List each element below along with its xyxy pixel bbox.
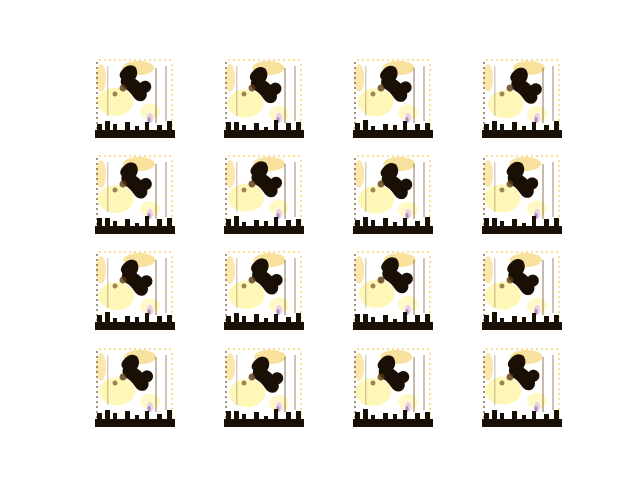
sample-image-svg (353, 347, 433, 427)
sample-image-svg (95, 58, 175, 138)
generated-sample-image (224, 154, 304, 234)
sample-image-svg (95, 250, 175, 330)
sample-image-svg (95, 347, 175, 427)
sample-image-svg (482, 250, 562, 330)
generated-sample-image (353, 347, 433, 427)
generated-sample-image (224, 347, 304, 427)
sample-image-svg (224, 347, 304, 427)
generated-sample-image (95, 58, 175, 138)
sample-image-svg (353, 154, 433, 234)
generated-sample-image (482, 154, 562, 234)
generated-sample-image (224, 58, 304, 138)
generated-sample-image (353, 154, 433, 234)
sample-image-svg (224, 250, 304, 330)
sample-image-svg (353, 250, 433, 330)
generated-sample-image (353, 250, 433, 330)
generated-sample-image (482, 347, 562, 427)
sample-image-svg (482, 347, 562, 427)
generated-sample-image (353, 58, 433, 138)
generated-sample-image (482, 58, 562, 138)
sample-image-svg (353, 58, 433, 138)
sample-image-svg (95, 154, 175, 234)
generated-sample-image (224, 250, 304, 330)
generated-sample-image (95, 250, 175, 330)
sample-image-svg (482, 154, 562, 234)
generated-sample-image (95, 347, 175, 427)
sample-image-svg (224, 154, 304, 234)
generated-sample-image (482, 250, 562, 330)
sample-image-svg (224, 58, 304, 138)
sample-image-svg (482, 58, 562, 138)
generated-sample-image (95, 154, 175, 234)
